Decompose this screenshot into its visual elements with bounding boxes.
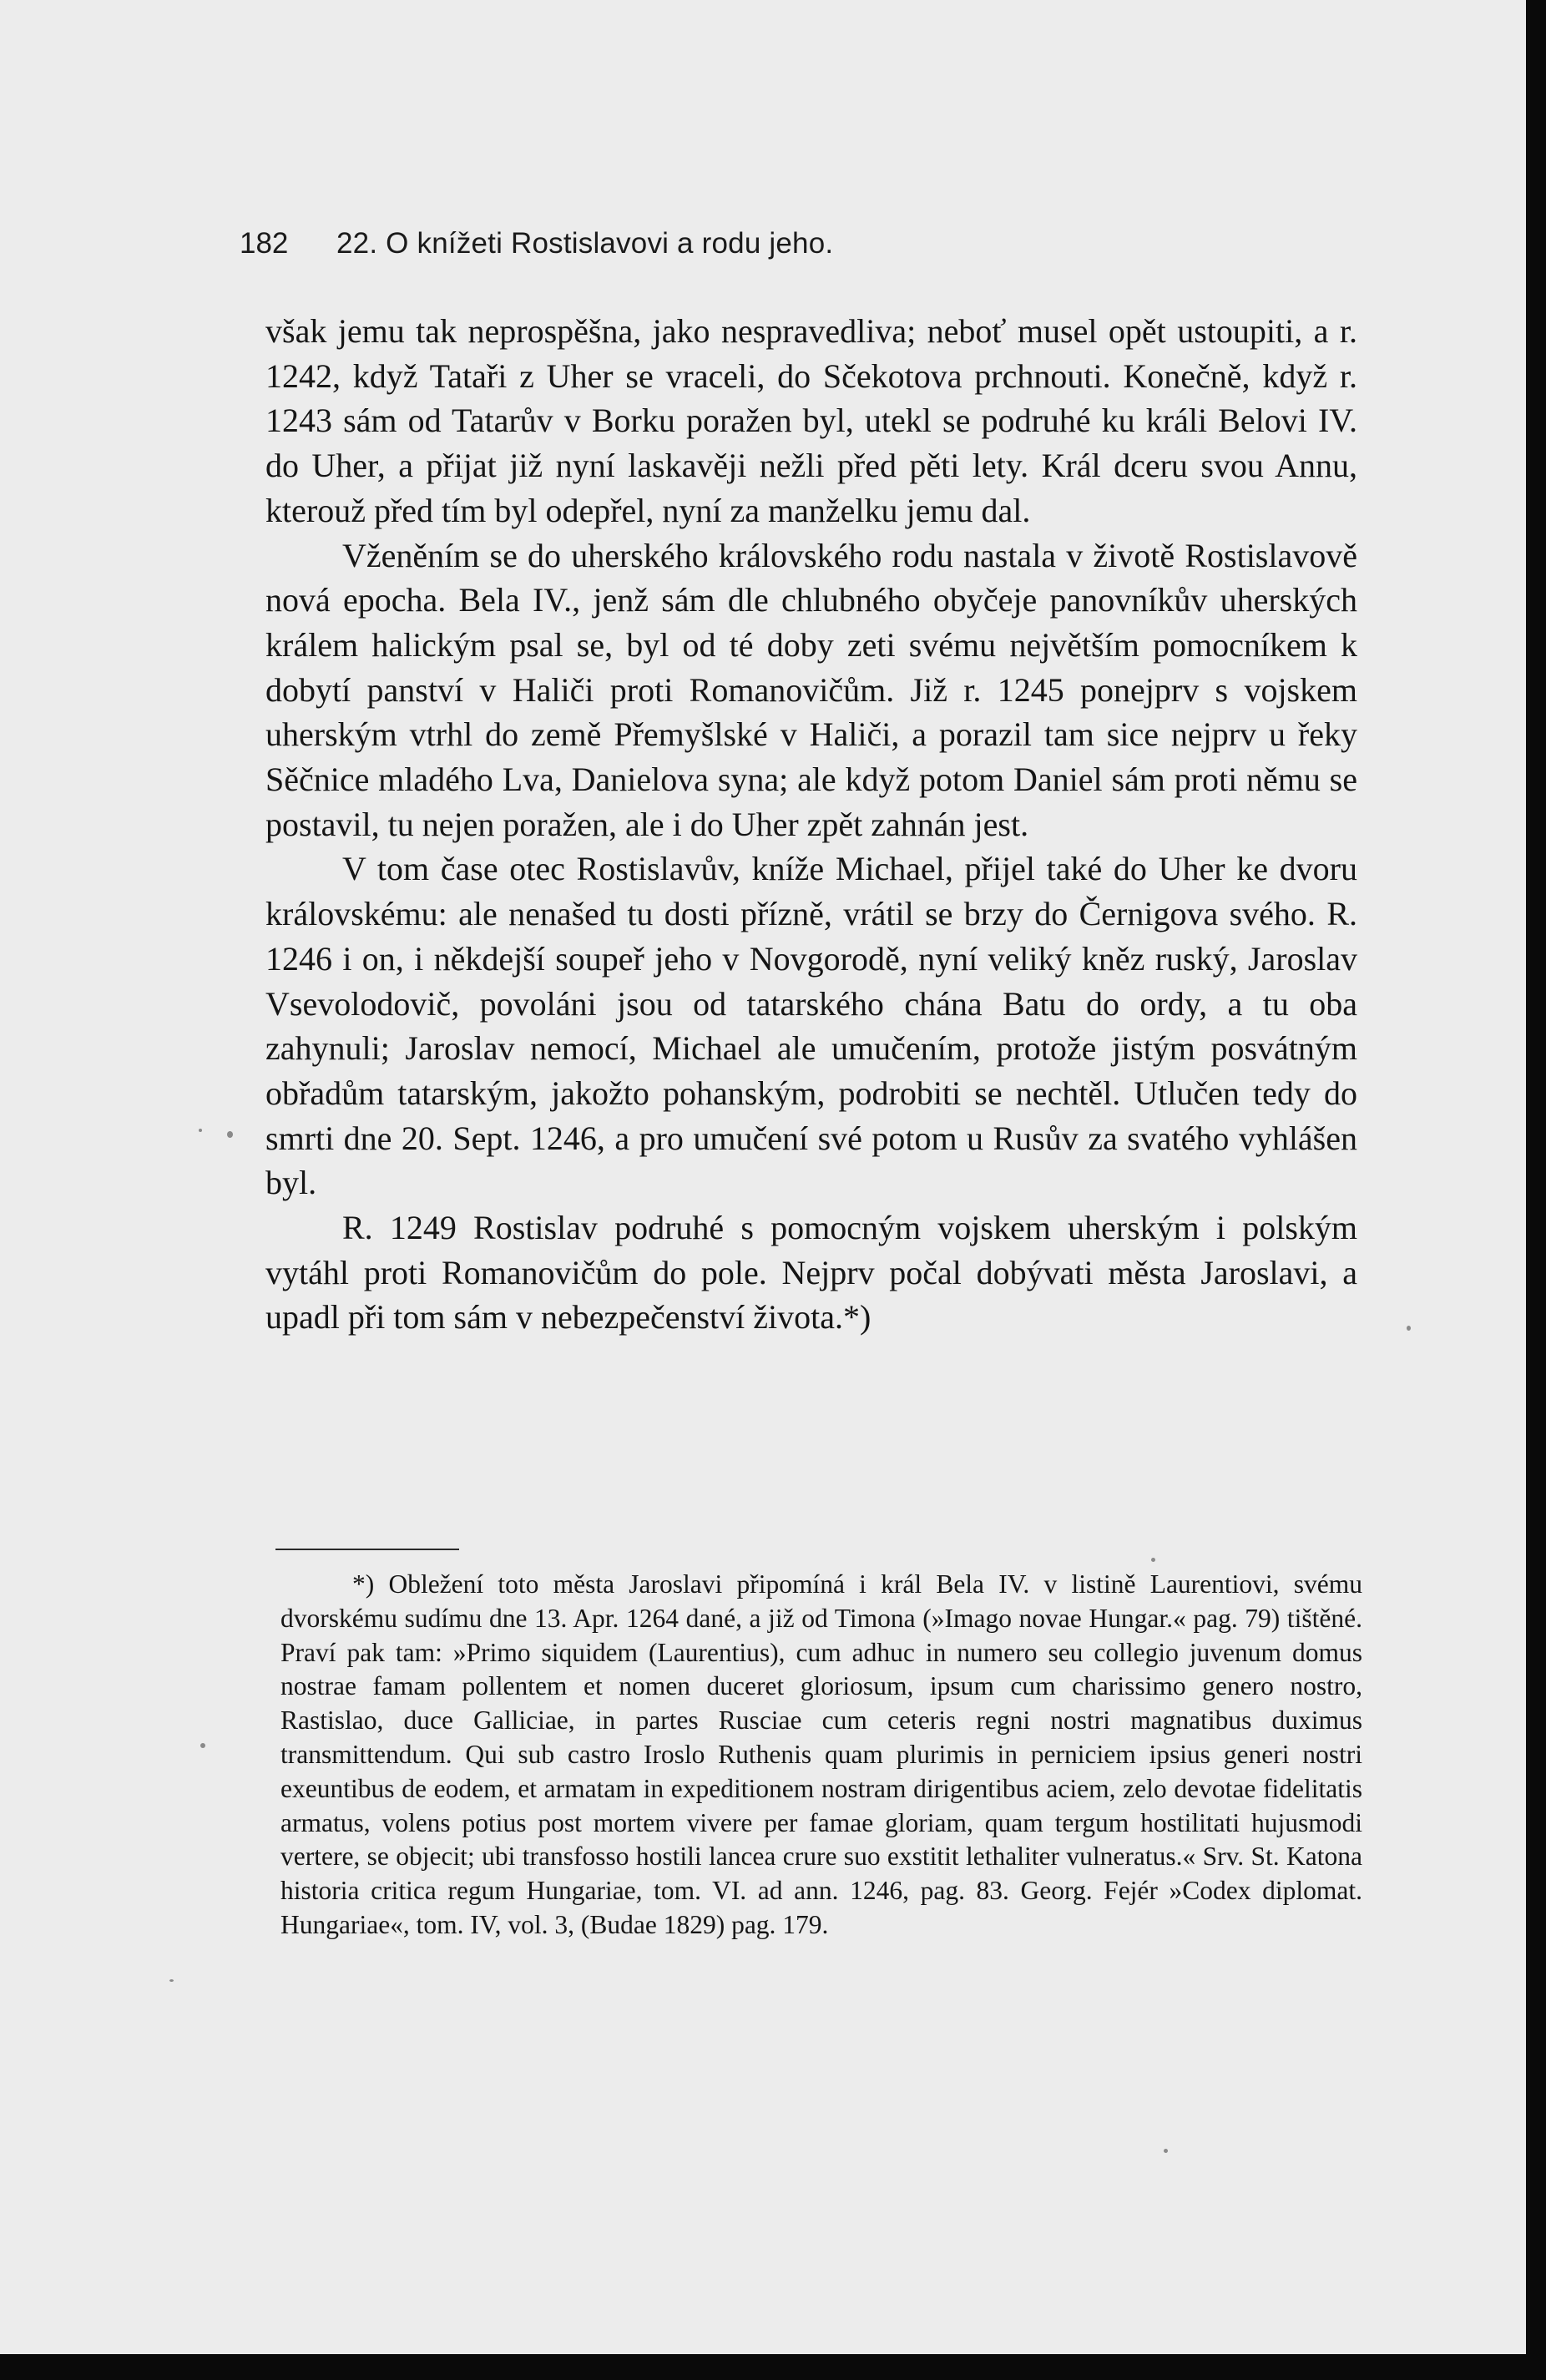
print-speck xyxy=(169,1979,174,1982)
paragraph-4: R. 1249 Rostislav podruhé s pomocným vojskem uherským i polským vytáhl proti Romanovičům do pole. Nejprv počal dobývati města Jaroslavi, a upadl při tom sám v nebezpečenství života.*) xyxy=(265,1209,1357,1337)
print-speck xyxy=(1164,2149,1168,2153)
print-speck xyxy=(227,1131,233,1138)
running-title: 22. O knížeti Rostislavovi a rodu jeho. xyxy=(336,227,834,260)
paragraph-3: V tom čase otec Rostislavův, kníže Michael, přijel také do Uher ke dvoru královskému: ale nenašed tu dosti přízně, vrátil se brzy do Černigova svého. R. 1246 i on, i někdejší soupeř jeho v Novgorodě, nyní veliký kněz ruský, Jaroslav Vsevolodovič, povoláni jsou od tatarského chána Batu do ordy, a tu oba zahynuli; Jaroslav nemocí, Michael ale umučením, protože jistým posvátným obřadům tatarským, jakožto pohanským, podrobiti se nechtěl. Utlučen tedy do smrti dne 20. Sept. 1246, a pro umučení své potom u Rusův za svatého vyhlášen byl. xyxy=(265,850,1357,1202)
print-speck xyxy=(199,1129,202,1132)
print-speck xyxy=(1407,1326,1411,1331)
footnote-divider xyxy=(275,1549,459,1550)
print-speck xyxy=(1151,1558,1155,1562)
page-header xyxy=(240,227,1367,269)
paragraph-1: však jemu tak neprospěšna, jako nespravedliva; neboť musel opět ustoupiti, a r. 1242, když Tataři z Uher se vraceli, do Sčekotova prchnouti. Konečně, když r. 1243 sám od Tatarův v Borku poražen byl, utekl se podruhé ku králi Belovi IV. do Uher, a přijat již nyní laskavěji nežli před pěti lety. Král dceru svou Annu, kterouž před tím byl odepřel, nyní za manželku jemu dal. xyxy=(265,312,1357,529)
scan-edge-bottom xyxy=(0,2354,1546,2380)
print-speck xyxy=(200,1743,205,1748)
footnote: *) Obležení toto města Jaroslavi připomíná i král Bela IV. v listině Laurentiovi, svému dvorskému sudímu dne 13. Apr. 1264 dané, a již od Timona (»Imago novae Hungar.« pag. 79) tištěné. Praví pak tam: »Primo siquidem (Laurentius), cum adhuc in numero seu collegio juvenum domus nostrae famam pollentem et nomen duceret gloriosum, ipsum cum charissimo genero nostro, Rastislao, duce Galliciae, in partes Rusciae cum ceteris regni nostri magnatibus duximus transmittendum. Qui sub castro Iroslo Ruthenis quam plurimis in perniciem ipsius generi nostri exeuntibus de eodem, et armatam in expeditionem nostram dirigentibus aciem, zelo devotae fidelitatis armatus, volens potius post mortem vivere per famae gloriam, quam tergum hostilitati hujusmodi vertere, se objecit; ubi transfosso hostili lancea crure suo exstitit lethaliter vulneratus.« Srv. St. Katona historia critica regum Hungariae, tom. VI. ad ann. 1246, pag. 83. Georg. Fejér »Codex diplomat. Hungariae«, tom. IV, vol. 3, (Budae 1829) pag. 179. xyxy=(280,1569,1362,1939)
main-text xyxy=(265,309,1357,1340)
page-number: 182 xyxy=(240,227,289,260)
paragraph-2: Vženěním se do uherského královského rodu nastala v životě Rostislavově nová epocha. Bela IV., jenž sám dle chlubného obyčeje panovníkův uherských králem halickým psal se, byl od té doby zeti svému největším pomocníkem k dobytí panství v Haliči proti Romanovičům. Již r. 1245 ponejprv s vojskem uherským vtrhl do země Přemyšlské v Haliči, a porazil tam sice nejprv u řeky Sěčnice mladého Lva, Danielova syna; ale když potom Daniel sám proti němu se postavil, tu nejen poražen, ale i do Uher zpět zahnán jest. xyxy=(265,536,1357,843)
scan-edge-right xyxy=(1526,0,1546,2380)
